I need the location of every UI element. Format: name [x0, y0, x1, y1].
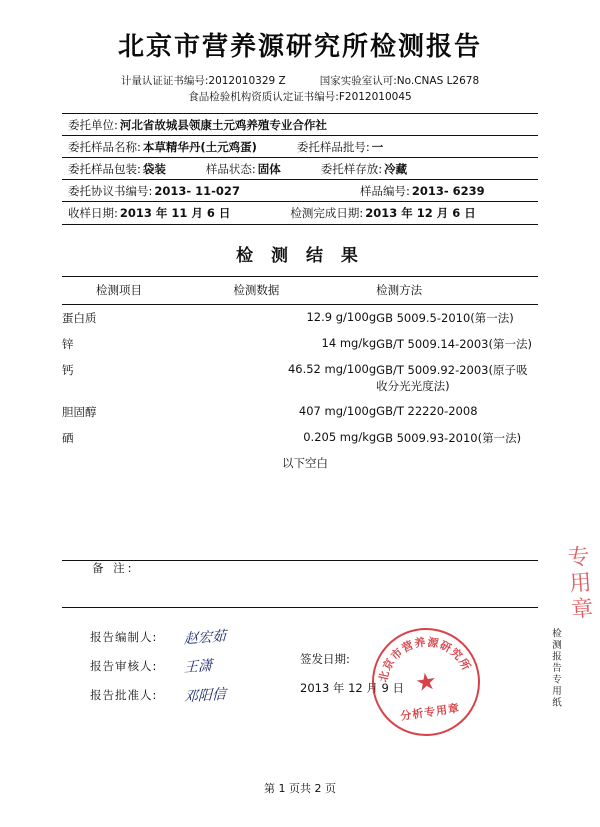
- client-value: 河北省故城县领康土元鸡养殖专业合作社: [119, 117, 327, 132]
- result-item: 硒: [62, 431, 74, 445]
- metrology-cert-value: 2012010329 Z: [208, 75, 286, 87]
- table-row: [62, 305, 538, 332]
- complete-date-label: 检测完成日期:: [290, 206, 364, 220]
- info-row-sample-name: [62, 136, 538, 158]
- storage-label: 委托样存放:: [320, 161, 383, 176]
- receive-date-label: 收样日期:: [68, 206, 118, 220]
- national-lab-cert: [320, 73, 479, 89]
- sample-no-label: 样品编号:: [359, 183, 410, 198]
- seal-inner: [367, 623, 484, 740]
- preparer-signature: 赵宏茹: [183, 628, 227, 648]
- complete-date-field: [290, 205, 475, 221]
- sample-no-field: [360, 183, 485, 199]
- results-table: [62, 276, 538, 451]
- reviewer-signature: 王潇: [183, 657, 213, 676]
- result-data: 46.52 mg/100g: [287, 362, 377, 376]
- batch-field: [297, 139, 383, 155]
- table-header-row: [62, 277, 538, 305]
- agreement-value: 2013- 11-027: [154, 183, 240, 198]
- table-row: [62, 357, 538, 399]
- column-header-data: 检测数据: [233, 277, 376, 305]
- state-field: [206, 161, 281, 177]
- result-method: GB/T 5009.14-2003(第一法): [376, 337, 532, 351]
- approver-label: 报告批准人:: [90, 687, 158, 702]
- metrology-cert: [121, 73, 286, 89]
- state-value: 固体: [257, 161, 281, 176]
- result-data: 14 mg/kg: [321, 336, 377, 350]
- result-item: 钙: [62, 363, 74, 377]
- result-item: 胆固醇: [62, 405, 97, 419]
- official-seal: [365, 621, 487, 743]
- storage-field: [321, 161, 407, 177]
- result-data: 0.205 mg/kg: [303, 430, 377, 444]
- receive-date-field: [68, 205, 230, 221]
- signature-block: [90, 622, 226, 709]
- info-row-client: [62, 114, 538, 136]
- side-red-stamp: 专用章: [563, 544, 594, 624]
- complete-date-value: 2013 年 12 月 6 日: [365, 206, 476, 220]
- issue-date-label: 签发日期:: [300, 652, 350, 666]
- food-cert-value: F2012010045: [338, 91, 412, 103]
- food-cert-label: 食品检验机构资质认定证书编号:: [188, 91, 339, 103]
- page-title: 北京市营养源研究所检测报告: [117, 32, 482, 62]
- national-lab-cert-value: No.CNAS L2678: [396, 75, 480, 87]
- results-end-note: 以下空白: [282, 456, 328, 470]
- column-header-method: 检测方法: [376, 277, 538, 305]
- package-field: [68, 161, 166, 177]
- certification-row-1: [62, 73, 538, 89]
- result-method: GB 5009.93-2010(第一法): [376, 431, 522, 445]
- state-label: 样品状态:: [205, 161, 256, 176]
- star-icon: ★: [413, 666, 439, 698]
- seal-bottom-text: 分析专用章: [399, 701, 461, 723]
- table-row: [62, 331, 538, 357]
- result-method: GB/T 22220-2008: [376, 404, 478, 418]
- column-header-item: 检测项目: [62, 277, 233, 305]
- issue-date-value: 2013 年 12 月 9 日: [300, 681, 404, 695]
- result-data: 12.9 g/100g: [306, 310, 377, 324]
- agreement-label: 委托协议书编号:: [68, 183, 153, 198]
- result-item: 蛋白质: [62, 311, 97, 325]
- agreement-field: [68, 183, 240, 199]
- sample-name-value: 本草精华丹(土元鸡蛋): [142, 139, 257, 154]
- results-heading: 检 测 结 果: [236, 246, 364, 266]
- table-row: [62, 425, 538, 451]
- result-method: GB 5009.5-2010(第一法): [376, 311, 514, 325]
- signature-row-approver: [90, 680, 226, 709]
- page-number: 第 1 页共 2 页: [264, 782, 336, 795]
- signature-divider: [62, 607, 538, 608]
- info-row-dates: [62, 202, 538, 224]
- result-data: 407 mg/100g: [298, 404, 377, 418]
- national-lab-cert-label: 国家实验室认可:: [319, 75, 397, 87]
- approver-signature: 邓阳信: [183, 686, 227, 706]
- batch-label: 委托样品批号:: [296, 139, 370, 154]
- package-label: 委托样品包装:: [68, 161, 141, 176]
- certification-row-2: [62, 89, 538, 105]
- result-method: GB/T 5009.92-2003(原子吸收分光光度法): [376, 363, 528, 393]
- svg-text:北京市营养源研究所: 北京市营养源研究所: [376, 635, 474, 684]
- storage-value: 冷藏: [384, 161, 408, 176]
- info-row-package: [62, 158, 538, 180]
- info-row-agreement: [62, 180, 538, 202]
- client-field: [68, 117, 327, 133]
- result-item: 锌: [62, 337, 74, 351]
- reviewer-label: 报告审核人:: [90, 658, 158, 673]
- sample-name-field: [68, 139, 257, 155]
- client-label: 委托单位:: [68, 117, 118, 132]
- batch-value: 一: [371, 139, 384, 154]
- remark-label: 备 注:: [92, 561, 135, 575]
- table-row: [62, 399, 538, 425]
- signature-row-preparer: [90, 622, 226, 651]
- metrology-cert-label: 计量认证证书编号:: [120, 75, 209, 87]
- signature-row-reviewer: [90, 651, 226, 680]
- sample-name-label: 委托样品名称:: [68, 139, 141, 154]
- sample-no-value: 2013- 6239: [411, 183, 485, 198]
- receive-date-value: 2013 年 11 月 6 日: [119, 206, 231, 220]
- certification-block: [62, 73, 538, 105]
- side-note: 检测报告专用纸: [550, 628, 561, 709]
- preparer-label: 报告编制人:: [90, 629, 158, 644]
- package-value: 袋装: [142, 161, 166, 176]
- sample-info-block: [62, 113, 538, 225]
